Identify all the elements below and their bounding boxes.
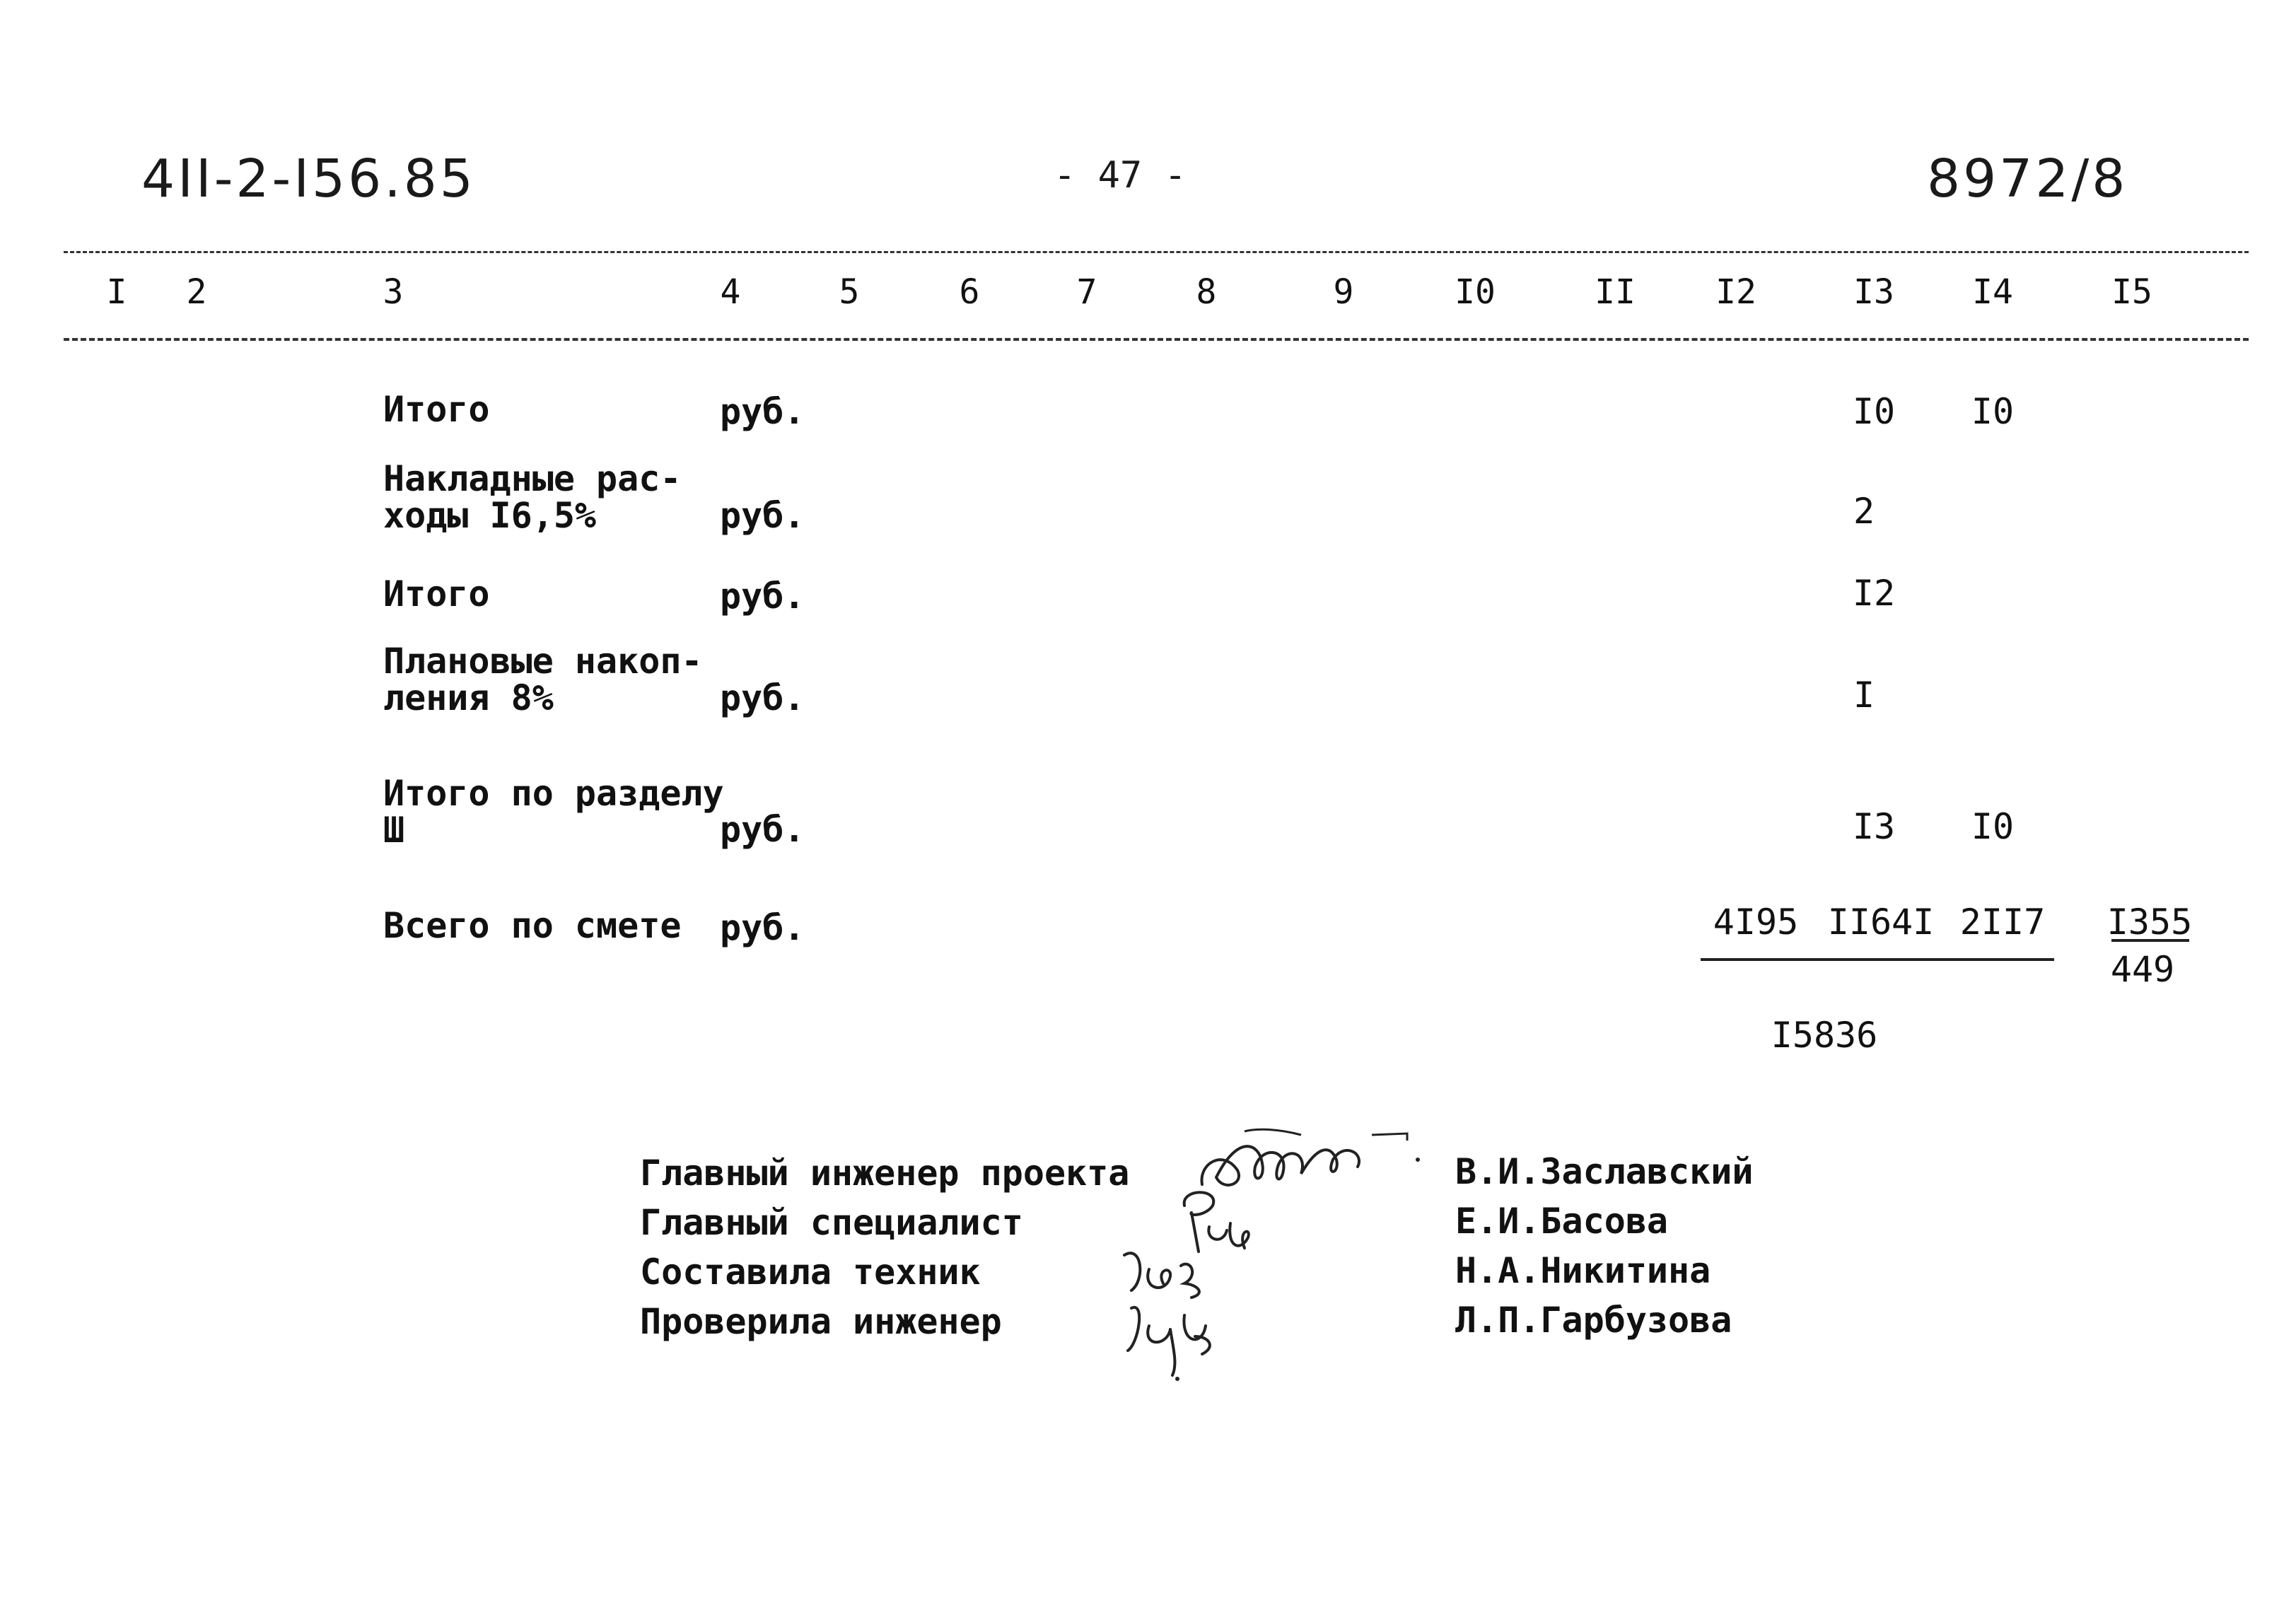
signer-role: Главный специалист xyxy=(640,1202,1023,1243)
cell-col13: 2 xyxy=(1853,491,1875,532)
row-label: Итого xyxy=(383,573,490,614)
table-header-bottom-rule xyxy=(64,338,2249,341)
row-unit: руб. xyxy=(720,677,805,718)
signer-name: Н.А.Никитина xyxy=(1455,1250,1711,1291)
cell-col12: 4I95 xyxy=(1713,902,1799,943)
cell-col13: I xyxy=(1853,675,1875,716)
cell-col14: 2II7 xyxy=(1959,902,2046,943)
signer-name: В.И.Заславский xyxy=(1455,1151,1754,1192)
row-label: Плановые накоп- ления 8% xyxy=(383,641,703,718)
row-unit: руб. xyxy=(720,576,805,617)
column-number: I xyxy=(106,272,127,312)
page-number: - 47 - xyxy=(1054,154,1187,197)
document-code: 4II-2-I56.85 xyxy=(141,148,476,209)
column-number: 5 xyxy=(839,272,860,312)
table-top-rule xyxy=(64,251,2249,253)
column-number: 4 xyxy=(720,272,741,312)
column-number: 8 xyxy=(1196,272,1217,312)
row-unit: руб. xyxy=(720,907,805,948)
row-unit: руб. xyxy=(720,495,805,536)
column-number: I5 xyxy=(2111,272,2152,312)
signer-role: Главный инженер проекта xyxy=(640,1153,1130,1194)
fraction-line xyxy=(2111,939,2189,942)
column-number: I0 xyxy=(1455,272,1496,312)
row-label: Итого xyxy=(383,389,490,430)
handwritten-signature xyxy=(1114,1241,1220,1301)
cell-col14: I0 xyxy=(1971,391,2015,432)
column-number: 9 xyxy=(1333,272,1354,312)
row-unit: руб. xyxy=(720,391,805,432)
cell-col13: II64I xyxy=(1827,902,1935,943)
signer-name: Е.И.Басова xyxy=(1455,1201,1669,1242)
column-number: I2 xyxy=(1715,272,1756,312)
column-number: 7 xyxy=(1076,272,1097,312)
handwritten-signature xyxy=(1117,1294,1223,1386)
signer-name: Л.П.Гарбузова xyxy=(1455,1300,1732,1341)
cell-col14: I0 xyxy=(1971,806,2015,847)
signer-role: Составила техник xyxy=(640,1252,981,1293)
column-number: I4 xyxy=(1972,272,2013,312)
sum-underline xyxy=(1701,958,2054,961)
cell-col13: I3 xyxy=(1852,806,1896,847)
row-label: Итого по разделу Ш xyxy=(383,773,724,851)
grand-total: I5836 xyxy=(1771,1015,1878,1056)
row-label: Всего по смете xyxy=(383,905,682,946)
column-number: I3 xyxy=(1853,272,1894,312)
cell-col13: I0 xyxy=(1852,391,1896,432)
column-number: II xyxy=(1595,272,1636,312)
cell-col15-denominator: 449 xyxy=(2110,949,2175,990)
sheet-number: 8972/8 xyxy=(1927,148,2128,209)
cell-col15-numerator: I355 xyxy=(2106,902,2193,943)
signer-role: Проверила инженер xyxy=(640,1301,1002,1342)
row-label: Накладные рас- ходы I6,5% xyxy=(383,458,682,536)
cell-col13: I2 xyxy=(1852,573,1896,614)
column-number: 3 xyxy=(383,272,404,312)
column-number: 6 xyxy=(959,272,980,312)
column-number: 2 xyxy=(186,272,207,312)
row-unit: руб. xyxy=(720,809,805,850)
